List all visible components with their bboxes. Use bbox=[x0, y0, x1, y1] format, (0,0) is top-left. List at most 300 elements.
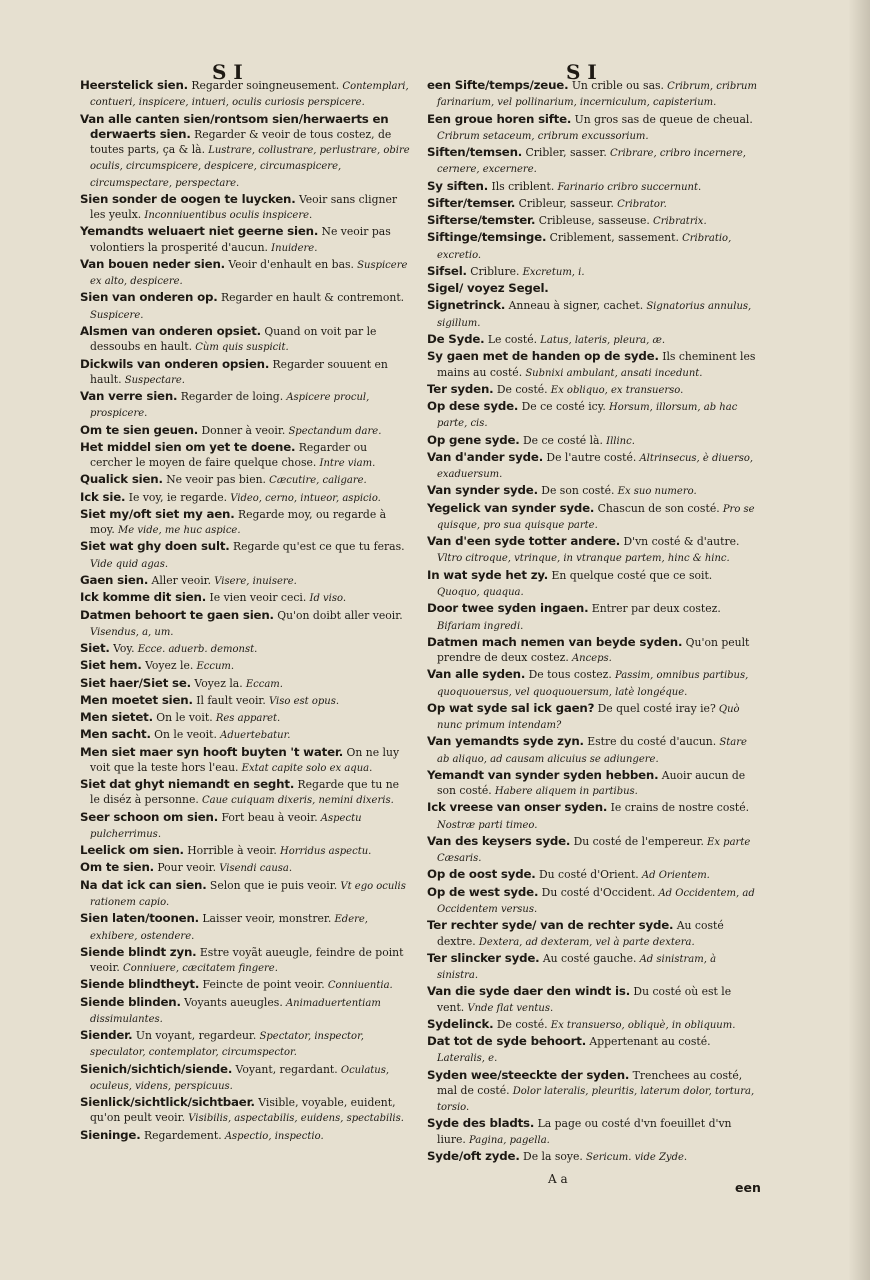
headword: Siende blindt zyn. bbox=[80, 944, 197, 959]
french-gloss: Entrer par deux costez. bbox=[588, 602, 721, 616]
french-gloss: Estre du costé d'aucun. bbox=[583, 735, 717, 749]
french-gloss: De tous costez. bbox=[525, 668, 612, 682]
headword: Siet. bbox=[80, 641, 110, 656]
headword: Siften/temsen. bbox=[427, 145, 523, 160]
french-gloss: Cribleur, sasseur. bbox=[515, 196, 614, 210]
headword: Sien van onderen op. bbox=[80, 290, 218, 305]
dictionary-entry bbox=[427, 601, 757, 634]
latin-gloss: Visendus, a, um. bbox=[90, 626, 174, 638]
dictionary-entry bbox=[80, 423, 410, 439]
latin-gloss: Ad Orientem. bbox=[638, 870, 710, 882]
headword: Sien sonder de oogen te luycken. bbox=[80, 191, 296, 206]
french-gloss: Quand on voit par le dessoubs en hault. bbox=[90, 324, 377, 354]
french-gloss: Au costé gauche. bbox=[539, 951, 637, 965]
dictionary-entry bbox=[427, 534, 757, 567]
french-gloss: Cribleuse, sasseuse. bbox=[535, 214, 650, 228]
dictionary-entry bbox=[80, 911, 410, 944]
french-gloss: Ne veoir pas volontiers la prosperité d'aucun. bbox=[90, 225, 391, 254]
french-gloss: On le voit. bbox=[152, 711, 213, 725]
french-gloss: Ie voy, ie regarde. bbox=[125, 490, 228, 504]
dictionary-entry bbox=[80, 608, 410, 641]
french-gloss: Chascun de son costé. bbox=[594, 501, 720, 515]
headword: Syde des bladts. bbox=[427, 1116, 535, 1131]
french-gloss: Pour veoir. bbox=[153, 861, 217, 875]
dictionary-entry bbox=[80, 192, 410, 224]
right-column bbox=[427, 78, 757, 1166]
french-gloss: De quel costé iray ie? bbox=[594, 701, 716, 715]
headword: Men siet maer syn hooft buyten 't water. bbox=[80, 744, 344, 759]
latin-gloss: Ad sinistram, à sinistra. bbox=[437, 953, 717, 982]
latin-gloss: Eccum. bbox=[193, 661, 235, 673]
dictionary-entry bbox=[80, 860, 410, 876]
latin-gloss: Ex suo numero. bbox=[614, 486, 697, 498]
dictionary-entry bbox=[427, 298, 757, 331]
dictionary-entry bbox=[427, 918, 757, 950]
french-gloss: Ie vien veoir ceci. bbox=[206, 591, 307, 605]
dictionary-entry bbox=[80, 257, 410, 290]
dictionary-entry bbox=[427, 701, 757, 734]
french-gloss: Fort beau à veoir. bbox=[218, 810, 318, 824]
headword: Sifsel. bbox=[427, 263, 467, 278]
latin-gloss: Quò nunc primum intendam? bbox=[437, 703, 740, 732]
dictionary-entry bbox=[80, 676, 410, 692]
headword: Van alle canten sien/rontsom sien/herwaerts en derwaerts sien. bbox=[80, 111, 389, 141]
headword: Op dese syde. bbox=[427, 399, 519, 414]
dictionary-entry bbox=[80, 539, 410, 572]
dictionary-entry bbox=[427, 568, 757, 601]
dictionary-entry bbox=[80, 389, 410, 422]
dictionary-entry bbox=[427, 1068, 757, 1116]
dictionary-entry bbox=[80, 440, 410, 472]
latin-gloss: Res apparet. bbox=[212, 713, 281, 725]
french-gloss: Anneau à signer, cachet. bbox=[505, 299, 644, 313]
french-gloss: Laisser veoir, monstrer. bbox=[198, 912, 332, 926]
latin-gloss: Cùm quis suspicit. bbox=[192, 342, 289, 354]
headword: Van die syde daer den windt is. bbox=[427, 984, 630, 999]
headword: Sien laten/toonen. bbox=[80, 911, 199, 926]
dictionary-entry bbox=[427, 834, 757, 867]
headword: De Syde. bbox=[427, 331, 485, 346]
dictionary-entry bbox=[80, 878, 410, 911]
latin-gloss: Horsum, illorsum, ab hac parte, cis. bbox=[437, 402, 738, 430]
dictionary-entry bbox=[80, 1028, 410, 1061]
french-gloss: Le costé. bbox=[484, 332, 538, 346]
dictionary-entry bbox=[80, 290, 410, 323]
latin-gloss: Contemplari, contueri, inspicere, intueri, oculis curiosis perspicere. bbox=[90, 81, 409, 109]
headword: Van synder syde. bbox=[427, 483, 538, 498]
dictionary-entry bbox=[427, 450, 757, 483]
headword: Ick sie. bbox=[80, 489, 126, 504]
headword: Men moetet sien. bbox=[80, 692, 193, 707]
french-gloss: De l'autre costé. bbox=[542, 450, 637, 464]
dictionary-entry bbox=[80, 1095, 410, 1127]
dictionary-entry bbox=[80, 324, 410, 356]
headword: Sienlick/sichtlick/sichtbaer. bbox=[80, 1095, 255, 1110]
latin-gloss: Altrinsecus, è diuerso, exaduersum. bbox=[437, 452, 754, 481]
french-gloss: De costé. bbox=[493, 1017, 548, 1031]
headword: Van d'ander syde. bbox=[427, 449, 543, 464]
headword: Datmen behoort te gaen sien. bbox=[80, 607, 274, 622]
latin-gloss: Spectator, inspector, speculator, contemplator, circumspector. bbox=[90, 1031, 364, 1059]
latin-gloss: Signatorius annulus, sigillum. bbox=[437, 301, 752, 329]
latin-gloss: Pagina, pagella. bbox=[465, 1134, 550, 1146]
headword: Siet my/oft siet my aen. bbox=[80, 506, 235, 521]
headword: Een groue horen sifte. bbox=[427, 111, 572, 126]
french-gloss: De ce costé là. bbox=[519, 433, 603, 447]
headword: Van bouen neder sien. bbox=[80, 256, 225, 271]
latin-gloss: Pro se quisque, pro sua quisque parte. bbox=[437, 503, 755, 531]
headword: Siet hem. bbox=[80, 658, 142, 673]
french-gloss: Regarder & veoir de tous costez, de toutes parts, ça & là. bbox=[90, 127, 392, 157]
latin-gloss: Cribrare, cribro incernere, cernere, excernere. bbox=[437, 148, 746, 176]
french-gloss: Regarde que tu ne le diséz à personne. bbox=[90, 778, 400, 807]
latin-gloss: Vnde flat ventus. bbox=[464, 1002, 554, 1014]
headword: een Sifte/temps/zeue. bbox=[427, 78, 569, 92]
dictionary-entry bbox=[427, 382, 757, 398]
french-gloss: Un voyant, regardeur. bbox=[132, 1029, 257, 1043]
french-gloss: Donner à veoir. bbox=[198, 423, 286, 437]
dictionary-entry bbox=[427, 1017, 757, 1033]
french-gloss: Criblure. bbox=[466, 264, 520, 278]
headword: Heerstelick sien. bbox=[80, 78, 188, 92]
headword: Siet dat ghyt niemandt en seght. bbox=[80, 777, 295, 792]
dictionary-entry bbox=[80, 1128, 410, 1144]
headword: Siet haer/Siet se. bbox=[80, 675, 191, 690]
headword: Van des keysers syde. bbox=[427, 833, 571, 848]
french-gloss: Du costé d'Occident. bbox=[538, 885, 656, 899]
headword: Op de west syde. bbox=[427, 884, 539, 899]
french-gloss: Du costé où est le vent. bbox=[437, 985, 732, 1014]
latin-gloss: Ex transuerso, obliquè, in obliquum. bbox=[547, 1019, 736, 1031]
running-header-left: S I bbox=[212, 60, 243, 84]
dictionary-entry bbox=[427, 213, 757, 229]
headword: Om te sien. bbox=[80, 860, 154, 875]
dictionary-entry bbox=[427, 501, 757, 534]
latin-gloss: Animaduertentiam dissimulantes. bbox=[90, 997, 381, 1025]
french-gloss: Voyez la. bbox=[190, 676, 243, 690]
latin-gloss: Ecce. aduerb. demonst. bbox=[134, 644, 258, 656]
french-gloss: Feincte de point veoir. bbox=[199, 978, 325, 992]
french-gloss: Regarder souuent en hault. bbox=[90, 357, 388, 386]
headword: Sieninge. bbox=[80, 1127, 141, 1142]
dictionary-entry bbox=[427, 349, 757, 381]
headword: Dat tot de syde behoort. bbox=[427, 1034, 586, 1049]
latin-gloss: Vide quid agas. bbox=[90, 558, 168, 570]
french-gloss: Ils criblent. bbox=[488, 179, 555, 193]
headword: Het middel sien om yet te doene. bbox=[80, 439, 296, 454]
dictionary-entry bbox=[80, 590, 410, 606]
dictionary-entry bbox=[80, 777, 410, 809]
headword: Ter syden. bbox=[427, 381, 494, 396]
french-gloss: Qu'on doibt aller veoir. bbox=[273, 608, 403, 622]
latin-gloss: Viso est opus. bbox=[265, 695, 340, 707]
dictionary-entry bbox=[427, 800, 757, 833]
latin-gloss: Ex parte Cæsaris. bbox=[437, 836, 751, 865]
french-gloss: Regarder soingneusement. bbox=[187, 79, 340, 92]
latin-gloss: Cribrum setaceum, cribrum excussorium. bbox=[437, 130, 649, 142]
latin-gloss: Farinario cribro succernunt. bbox=[554, 181, 702, 193]
latin-gloss: Bifariam ingredi. bbox=[437, 620, 524, 632]
headword: Leelick om sien. bbox=[80, 843, 184, 858]
latin-gloss: Vt ego oculis rationem capio. bbox=[90, 880, 406, 909]
dictionary-entry bbox=[80, 1062, 410, 1095]
latin-gloss: Aduertebatur. bbox=[216, 730, 291, 742]
latin-gloss: Extat capite solo ex aqua. bbox=[238, 762, 373, 774]
french-gloss: De la soye. bbox=[519, 1150, 583, 1163]
headword: Yegelick van synder syde. bbox=[427, 500, 595, 515]
french-gloss: Appertenant au costé. bbox=[586, 1035, 711, 1049]
latin-gloss: Stare ab aliquo, ad causam alicuius se adiungere. bbox=[437, 737, 747, 765]
dictionary-entry bbox=[80, 112, 410, 191]
french-gloss: Cribler, sasser. bbox=[522, 146, 607, 160]
french-gloss: Criblement, sassement. bbox=[546, 231, 679, 245]
latin-gloss: Cribrum, cribrum farinarium, vel pollinarium, incerniculum, capisterium. bbox=[437, 81, 757, 109]
headword: Alsmen van onderen opsiet. bbox=[80, 323, 261, 338]
headword: Ter rechter syde/ van de rechter syde. bbox=[427, 918, 674, 933]
dictionary-entry bbox=[80, 995, 410, 1028]
dictionary-entry bbox=[80, 727, 410, 743]
dictionary-entry bbox=[427, 867, 757, 883]
headword: Van yemandts syde zyn. bbox=[427, 734, 584, 749]
latin-gloss: Lustrare, collustrare, perlustrare, obire oculis, circumspicere, despicere, circumaspicere, circumspectare, perspectare. bbox=[90, 145, 410, 189]
latin-gloss: Aspectio, inspectio. bbox=[221, 1130, 324, 1142]
headword: Dickwils van onderen opsien. bbox=[80, 356, 270, 371]
headword: Door twee syden ingaen. bbox=[427, 601, 589, 616]
french-gloss: Aller veoir. bbox=[148, 573, 212, 587]
headword: Ter slincker syde. bbox=[427, 950, 540, 965]
latin-gloss: Latus, lateris, pleura, æ. bbox=[537, 334, 666, 346]
headword: Siende blindtheyt. bbox=[80, 977, 200, 992]
headword: Siet wat ghy doen sult. bbox=[80, 539, 230, 554]
latin-gloss: Cæcutire, caligare. bbox=[265, 475, 367, 487]
latin-gloss: Horridus aspectu. bbox=[276, 846, 372, 858]
headword: Op de oost syde. bbox=[427, 867, 536, 882]
latin-gloss: Anceps. bbox=[568, 653, 612, 665]
latin-gloss: Oculatus, oculeus, videns, perspicuus. bbox=[90, 1064, 390, 1092]
latin-gloss: Illinc. bbox=[602, 435, 635, 447]
headword: Na dat ick can sien. bbox=[80, 877, 207, 892]
french-gloss: Trenchees au costé, mal de costé. bbox=[437, 1068, 743, 1097]
left-column bbox=[80, 78, 410, 1145]
french-gloss: Regardement. bbox=[140, 1128, 222, 1142]
latin-gloss: Cribratrix. bbox=[649, 216, 707, 228]
french-gloss: De son costé. bbox=[537, 484, 615, 498]
headword: Sy siften. bbox=[427, 178, 489, 193]
latin-gloss: Id viso. bbox=[306, 593, 347, 605]
french-gloss: Regarder en hault & contremont. bbox=[217, 291, 405, 305]
french-gloss: Qu'on peult prendre de deux costez. bbox=[437, 635, 750, 665]
dictionary-entry bbox=[427, 112, 757, 145]
dictionary-entry bbox=[80, 507, 410, 539]
latin-gloss: Visibilis, aspectabilis, euidens, spectabilis. bbox=[185, 1113, 404, 1125]
dictionary-entry bbox=[427, 230, 757, 263]
latin-gloss: Cribrator. bbox=[613, 198, 667, 210]
latin-gloss: Visere, inuisere. bbox=[211, 575, 297, 587]
dictionary-entry bbox=[427, 332, 757, 348]
french-gloss: Du costé d'Orient. bbox=[535, 868, 639, 882]
french-gloss: Un gros sas de queue de cheual. bbox=[571, 112, 753, 126]
dictionary-entry bbox=[427, 433, 757, 449]
dictionary-entry bbox=[427, 483, 757, 499]
dictionary-entry bbox=[427, 281, 757, 297]
headword: Signetrinck. bbox=[427, 298, 506, 313]
dictionary-entry bbox=[80, 641, 410, 657]
french-gloss: Selon que ie puis veoir. bbox=[206, 878, 338, 892]
french-gloss: On le veoit. bbox=[150, 728, 217, 742]
french-gloss: Au costé dextre. bbox=[437, 919, 724, 948]
headword: Van alle syden. bbox=[427, 667, 526, 682]
headword: Qualick sien. bbox=[80, 472, 163, 487]
headword: Yemandt van synder syden hebben. bbox=[427, 767, 659, 782]
latin-gloss: Suspicere ex alto, despicere. bbox=[90, 259, 408, 288]
latin-gloss: Inuidere. bbox=[268, 242, 318, 254]
french-gloss: On ne luy voit que la teste hors l'eau. bbox=[90, 745, 400, 774]
french-gloss: Ne veoir pas bien. bbox=[162, 473, 266, 487]
headword: Siender. bbox=[80, 1028, 133, 1043]
dictionary-entry bbox=[427, 264, 757, 280]
dictionary-entry bbox=[80, 710, 410, 726]
dictionary-entry bbox=[427, 635, 757, 667]
latin-gloss: Lateralis, e. bbox=[437, 1053, 498, 1065]
dictionary-entry bbox=[427, 984, 757, 1016]
latin-gloss: Nostræ parti timeo. bbox=[437, 819, 538, 831]
headword: Sifter/temser. bbox=[427, 195, 516, 210]
latin-gloss: Sericum. vide Zyde. bbox=[582, 1152, 688, 1163]
latin-gloss: Suspicere. bbox=[90, 309, 144, 321]
french-gloss: Horrible à veoir. bbox=[183, 844, 277, 858]
dictionary-entry bbox=[80, 843, 410, 859]
latin-gloss: Eccam. bbox=[242, 678, 283, 690]
headword: Ick komme dit sien. bbox=[80, 590, 207, 605]
dictionary-entry bbox=[80, 945, 410, 977]
headword: Syde/oft zyde. bbox=[427, 1149, 520, 1163]
dictionary-entry bbox=[427, 734, 757, 767]
latin-gloss: Video, cerno, intueor, aspicio. bbox=[227, 492, 381, 504]
latin-gloss: Ad Occidentem, ad Occidentem versus. bbox=[437, 887, 755, 916]
headword: Ick vreese van onser syden. bbox=[427, 800, 608, 815]
french-gloss: Ils cheminent les mains au costé. bbox=[437, 350, 756, 379]
headword: Yemandts weluaert niet geerne sien. bbox=[80, 224, 319, 239]
dictionary-entry bbox=[427, 196, 757, 212]
dictionary-entry bbox=[80, 224, 410, 256]
headword: Men sacht. bbox=[80, 727, 151, 742]
french-gloss: De ce costé icy. bbox=[518, 400, 606, 414]
french-gloss: Visible, voyable, euident, qu'on peult veoir. bbox=[90, 1096, 396, 1125]
dictionary-entry bbox=[427, 1116, 757, 1148]
latin-gloss: Intre viam. bbox=[316, 458, 376, 470]
dictionary-entry bbox=[80, 78, 410, 111]
french-gloss: Voyants aueugles. bbox=[180, 995, 283, 1009]
latin-gloss: Habere aliquem in partibus. bbox=[491, 786, 638, 798]
french-gloss: Voyant, regardant. bbox=[232, 1062, 338, 1076]
latin-gloss: Aspectu pulcherrimus. bbox=[90, 812, 362, 840]
dictionary-entry bbox=[80, 658, 410, 674]
latin-gloss: Excretum, i. bbox=[519, 266, 585, 278]
latin-gloss: Dolor lateralis, pleuritis, laterum dolor, tortura, torsio. bbox=[437, 1085, 755, 1114]
french-gloss: Veoir sans cligner les yeulx. bbox=[90, 192, 397, 222]
latin-gloss: Cribratio, excretio. bbox=[437, 233, 732, 261]
latin-gloss: Subnixi ambulant, ansati incedunt. bbox=[522, 367, 703, 379]
french-gloss: Regarde qu'est ce que tu feras. bbox=[229, 540, 405, 554]
french-gloss: Regarder de loing. bbox=[177, 390, 284, 404]
french-gloss: Du costé de l'empereur. bbox=[570, 834, 704, 848]
dictionary-entry bbox=[427, 145, 757, 178]
french-gloss: Regarde moy, ou regarde à moy. bbox=[90, 507, 387, 537]
headword: Seer schoon om sien. bbox=[80, 809, 219, 824]
french-gloss: La page ou costé d'vn foeuillet d'vn liure. bbox=[437, 1117, 732, 1146]
french-gloss: Il fault veoir. bbox=[192, 693, 266, 707]
headword: Siende blinden. bbox=[80, 994, 181, 1009]
french-gloss: Auoir aucun de son costé. bbox=[437, 768, 746, 798]
latin-gloss: Inconniuentibus oculis inspicere. bbox=[141, 210, 313, 222]
headword: Sienich/sichtich/siende. bbox=[80, 1061, 233, 1076]
dictionary-entry bbox=[427, 399, 757, 432]
latin-gloss: Spectandum dare. bbox=[285, 425, 382, 437]
dictionary-entry bbox=[427, 1034, 757, 1067]
latin-gloss: Passim, omnibus partibus, quoquouersus, vel quoquouersum, latè longéque. bbox=[437, 670, 749, 698]
french-gloss: Un crible ou sas. bbox=[568, 79, 664, 92]
headword: Datmen mach nemen van beyde syden. bbox=[427, 634, 683, 649]
headword: Van verre sien. bbox=[80, 389, 178, 404]
headword: Van d'een syde totter andere. bbox=[427, 534, 621, 549]
latin-gloss: Aspicere procul, prospicere. bbox=[90, 392, 370, 420]
latin-gloss: Edere, exhibere, ostendere. bbox=[90, 914, 368, 942]
running-header-right: S I bbox=[566, 60, 597, 84]
dictionary-entry bbox=[427, 768, 757, 800]
dictionary-entry bbox=[80, 490, 410, 506]
headword: Op gene syde. bbox=[427, 432, 520, 447]
headword: Sigel/ voyez Segel. bbox=[427, 281, 549, 296]
dictionary-entry bbox=[427, 179, 757, 195]
french-gloss: Voyez le. bbox=[141, 659, 194, 673]
headword: Sifterse/temster. bbox=[427, 213, 536, 228]
headword: Sydelinck. bbox=[427, 1016, 494, 1031]
dictionary-entry bbox=[427, 951, 757, 984]
french-gloss: Estre voyãt aueugle, feindre de point veoir. bbox=[90, 945, 404, 975]
french-gloss: Voy. bbox=[109, 642, 135, 656]
signature-mark: A a bbox=[548, 1172, 568, 1186]
dictionary-entry bbox=[80, 472, 410, 488]
headword: Syden wee/steeckte der syden. bbox=[427, 1067, 630, 1082]
dictionary-entry bbox=[80, 745, 410, 777]
headword: Sy gaen met de handen op de syde. bbox=[427, 349, 659, 364]
headword: Siftinge/temsinge. bbox=[427, 230, 547, 245]
headword: In wat syde het zy. bbox=[427, 567, 549, 582]
dictionary-entry bbox=[80, 357, 410, 389]
dictionary-entry bbox=[80, 977, 410, 993]
dictionary-entry bbox=[80, 573, 410, 589]
latin-gloss: Conniuere, cæcitatem fingere. bbox=[119, 963, 278, 975]
french-gloss: De costé. bbox=[493, 382, 548, 396]
headword: Gaen sien. bbox=[80, 572, 149, 587]
latin-gloss: Caue cuiquam dixeris, nemini dixeris. bbox=[198, 795, 394, 807]
latin-gloss: Conniuentia. bbox=[324, 980, 393, 992]
latin-gloss: Visendi causa. bbox=[216, 863, 293, 875]
latin-gloss: Vltro citroque, vtrinque, in vtranque partem, hinc & hinc. bbox=[437, 553, 730, 565]
headword: Men sietet. bbox=[80, 710, 153, 725]
dictionary-entry bbox=[427, 1149, 757, 1165]
dictionary-entry bbox=[80, 693, 410, 709]
headword: Op wat syde sal ick gaen? bbox=[427, 700, 595, 715]
dictionary-entry bbox=[427, 78, 757, 111]
catchword: een bbox=[735, 1180, 761, 1195]
latin-gloss: Quoquo, quaqua. bbox=[437, 586, 524, 598]
latin-gloss: Ex obliquo, ex transuerso. bbox=[547, 384, 684, 396]
dictionary-entry bbox=[80, 810, 410, 843]
french-gloss: D'vn costé & d'autre. bbox=[620, 535, 740, 549]
latin-gloss: Me vide, me huc aspice. bbox=[114, 525, 241, 537]
headword: Om te sien geuen. bbox=[80, 422, 199, 437]
